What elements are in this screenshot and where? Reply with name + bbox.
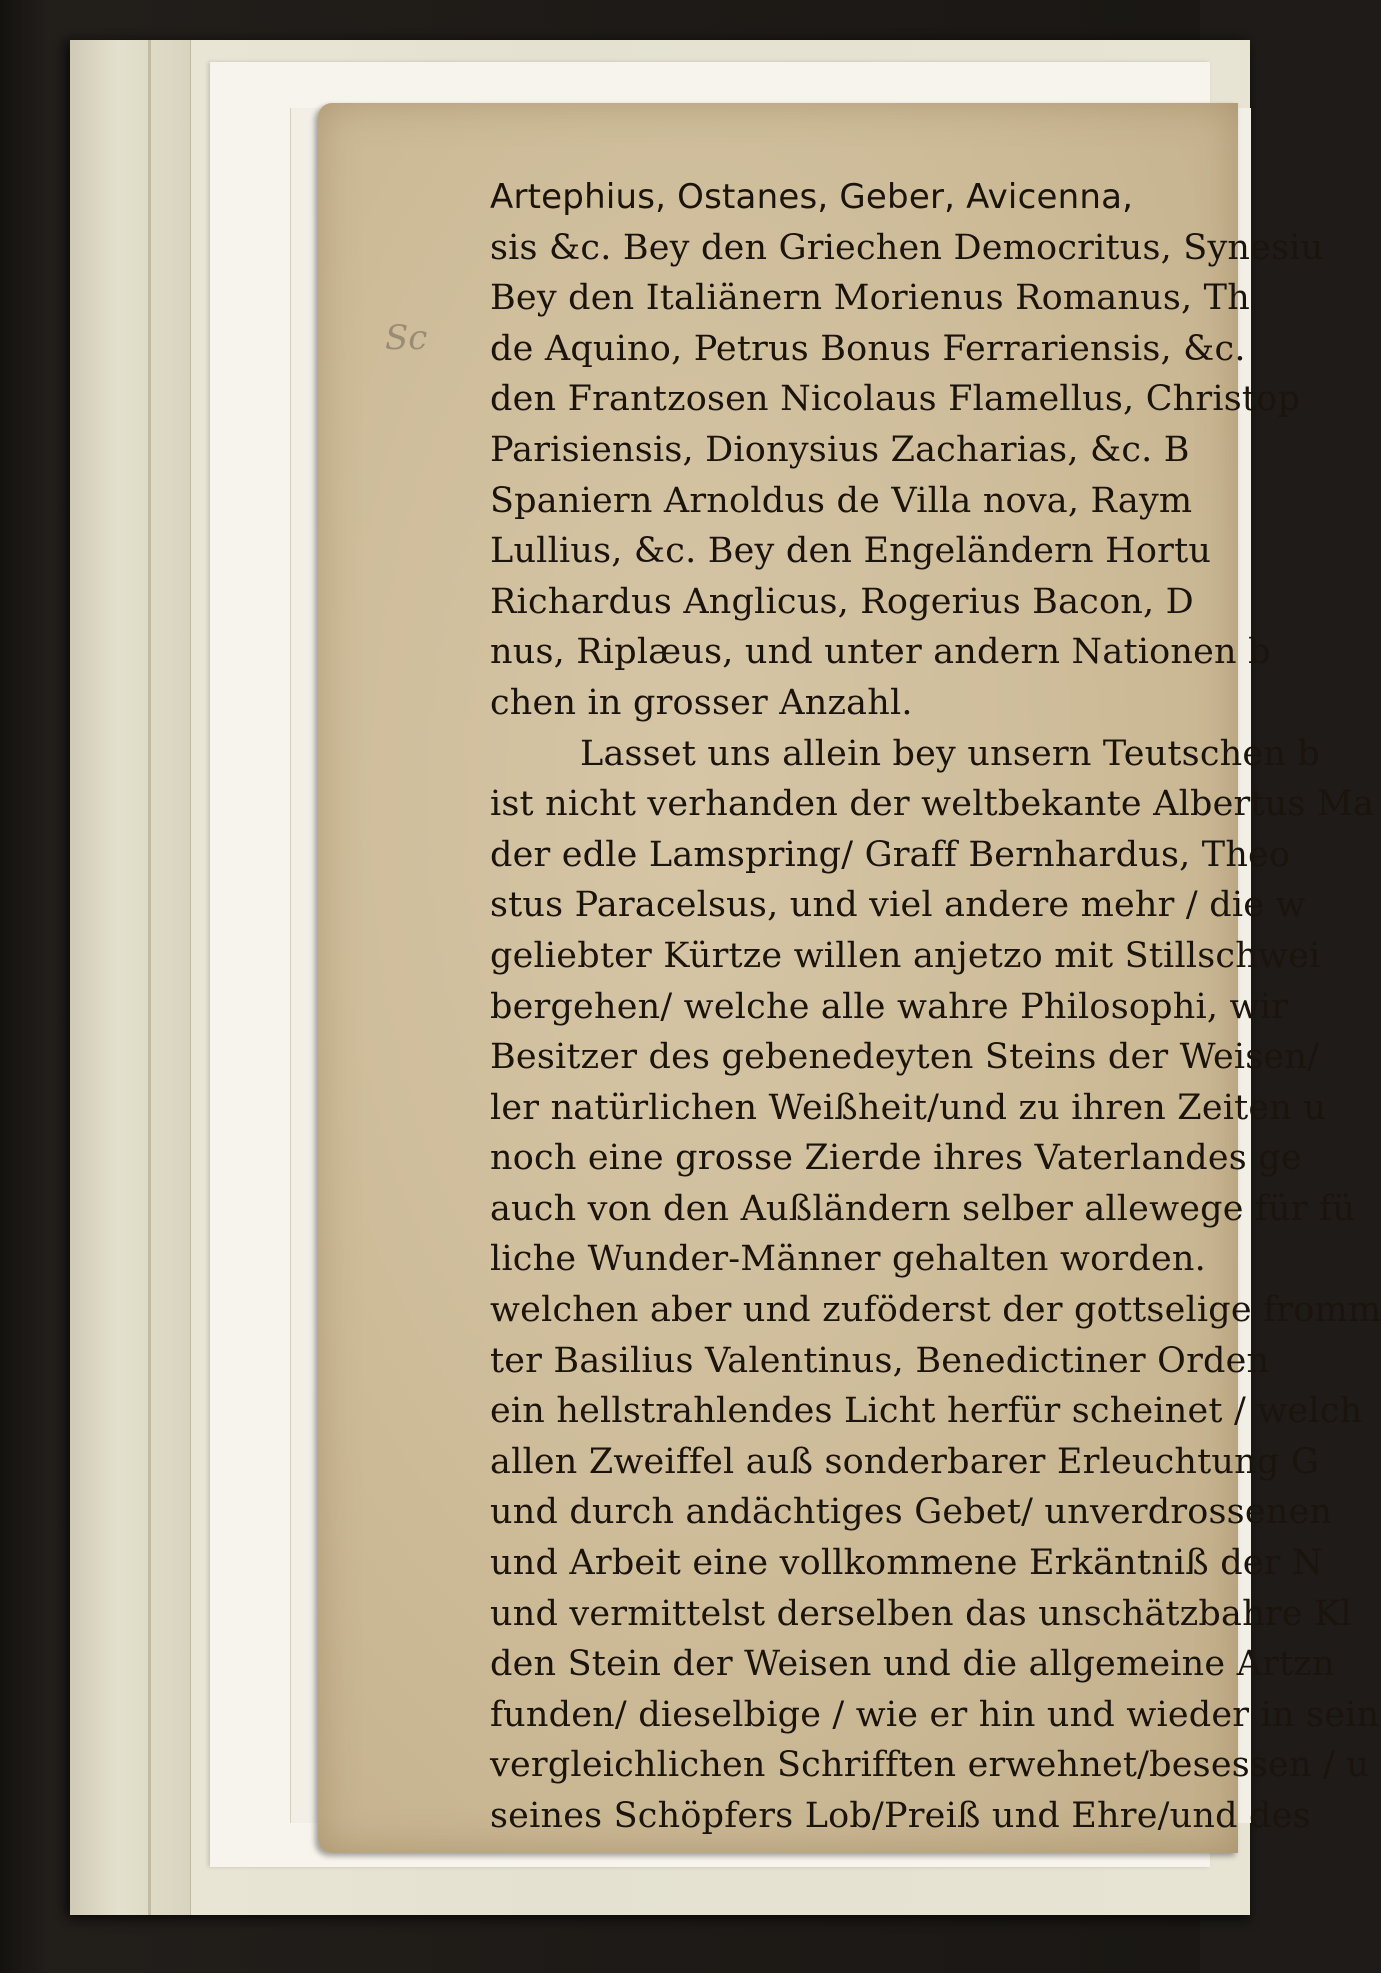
folder-crease <box>148 40 151 1915</box>
text-line: funden/ dieselbige / wie er hin und wieder in sein <box>490 1694 1380 1735</box>
text-line: den Stein der Weisen und die allgemeine Artzn <box>490 1644 1335 1685</box>
text-line: nus, Riplæus, und unter andern Nationen b <box>490 632 1271 673</box>
text-line: auch von den Außländern selber allewege für fü <box>490 1188 1356 1229</box>
text-line: chen in grosser Anzahl. <box>490 682 913 723</box>
text-line: und vermittelst derselben das unschätzbahre Kl <box>490 1593 1352 1634</box>
text-line: ler natürlichen Weißheit/und zu ihren Zeiten u <box>490 1087 1327 1128</box>
text-line: Richardus Anglicus, Rogerius Bacon, D <box>490 581 1194 622</box>
text-line: sis &c. Bey den Griechen Democritus, Synesiu <box>490 227 1324 268</box>
pencil-marginalia: Sc <box>385 318 428 358</box>
text-line: noch eine grosse Zierde ihres Vaterlandes ge <box>490 1138 1302 1179</box>
text-line: seines Schöpfers Lob/Preiß und Ehre/und des <box>490 1796 1311 1836</box>
text-line: Parisiensis, Dionysius Zacharias, &c. B <box>490 429 1190 470</box>
text-line: allen Zweiffel auß sonderbarer Erleuchtung G <box>490 1441 1319 1482</box>
text-line: ein hellstrahlendes Licht herfür scheinet / welch <box>490 1391 1363 1432</box>
text-line: Lullius, &c. Bey den Engeländern Hortu <box>490 531 1212 572</box>
text-line: Artephius, Ostanes, Geber, Avicenna, <box>490 177 1134 217</box>
text-line: ter Basilius Valentinus, Benedictiner Orden <box>490 1340 1270 1381</box>
text-line: geliebter Kürtze willen anjetzo mit Stillschwei <box>490 935 1321 976</box>
text-line: und durch andächtiges Gebet/ unverdrossenen <box>490 1492 1333 1533</box>
text-block <box>490 172 1381 1842</box>
paragraph-start-line: Lasset uns allein bey unsern Teutschen b <box>580 733 1320 774</box>
text-line: Besitzer des gebenedeyten Steins der Weisen/ <box>490 1037 1320 1078</box>
text-line: Spaniern Arnoldus de Villa nova, Raym <box>490 480 1193 521</box>
text-line: den Frantzosen Nicolaus Flamellus, Christop <box>490 379 1301 420</box>
text-line: ist nicht verhanden der weltbekante Albertus Ma <box>490 784 1375 825</box>
text-line: und Arbeit eine vollkommene Erkäntniß der N <box>490 1543 1323 1584</box>
text-line: bergehen/ welche alle wahre Philosophi, wir <box>490 986 1289 1027</box>
folder-spine <box>70 40 191 1915</box>
text-line: Bey den Italiänern Morienus Romanus, Th <box>490 278 1250 319</box>
text-line: liche Wunder-Männer gehalten worden. <box>490 1239 1206 1280</box>
text-line: welchen aber und zuföderst der gottselige fromm <box>490 1290 1381 1331</box>
text-line: stus Paracelsus, und viel andere mehr / die w <box>490 885 1306 926</box>
text-line: vergleichlichen Schrifften erwehnet/besessen / u <box>490 1745 1370 1786</box>
text-line: de Aquino, Petrus Bonus Ferrariensis, &c. <box>490 328 1246 369</box>
text-line: der edle Lamspring/ Graff Bernhardus, Theo <box>490 834 1291 875</box>
